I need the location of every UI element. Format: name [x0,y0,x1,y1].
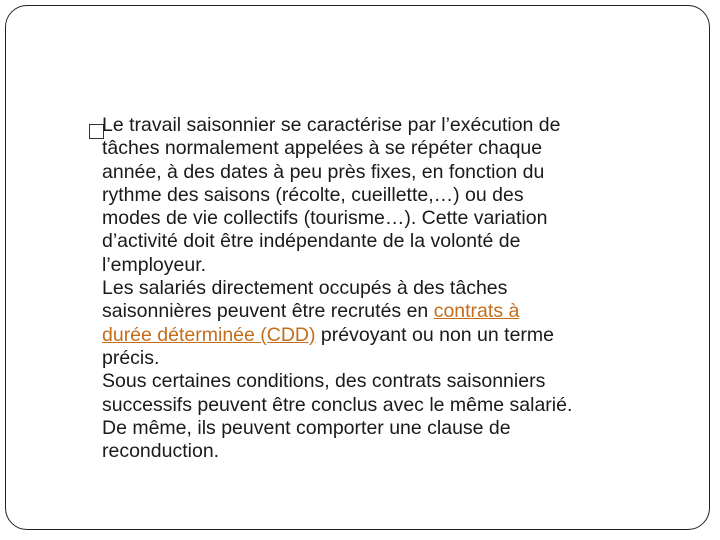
text-line: l’employeur. [102,253,207,276]
text-line: d’activité doit être indépendante de la volonté de [102,230,521,253]
text-line-with-link [102,300,702,323]
text-line: Sous certaines conditions, des contrats saisonniers [102,370,546,393]
text-line-with-link [102,324,702,347]
cdd-link-part-1[interactable]: contrats à [433,300,520,323]
text-segment: saisonnières peuvent être recrutés en [102,300,434,323]
text-line: Les salariés directement occupés à des tâches [102,277,508,300]
text-line: modes de vie collectifs (tourisme…). Cette variation [102,207,548,230]
body-paragraph [102,114,702,463]
text-line: Le travail saisonnier se caractérise par l’exécution de [102,114,561,136]
text-line: successifs peuvent être conclus avec le même salarié. [102,393,573,416]
text-line: tâches normalement appelées à se répéter chaque [102,137,543,160]
text-line: reconduction. [102,440,220,463]
text-segment: prévoyant ou non un terme [315,323,555,346]
text-line: De même, ils peuvent comporter une clause de [102,416,511,439]
text-line: année, à des dates à peu près fixes, en fonction du [102,160,545,183]
text-line: rythme des saisons (récolte, cueillette,…) ou des [102,183,524,206]
cdd-link-part-2[interactable]: durée déterminée (CDD) [102,323,316,346]
text-line: précis. [102,346,160,369]
